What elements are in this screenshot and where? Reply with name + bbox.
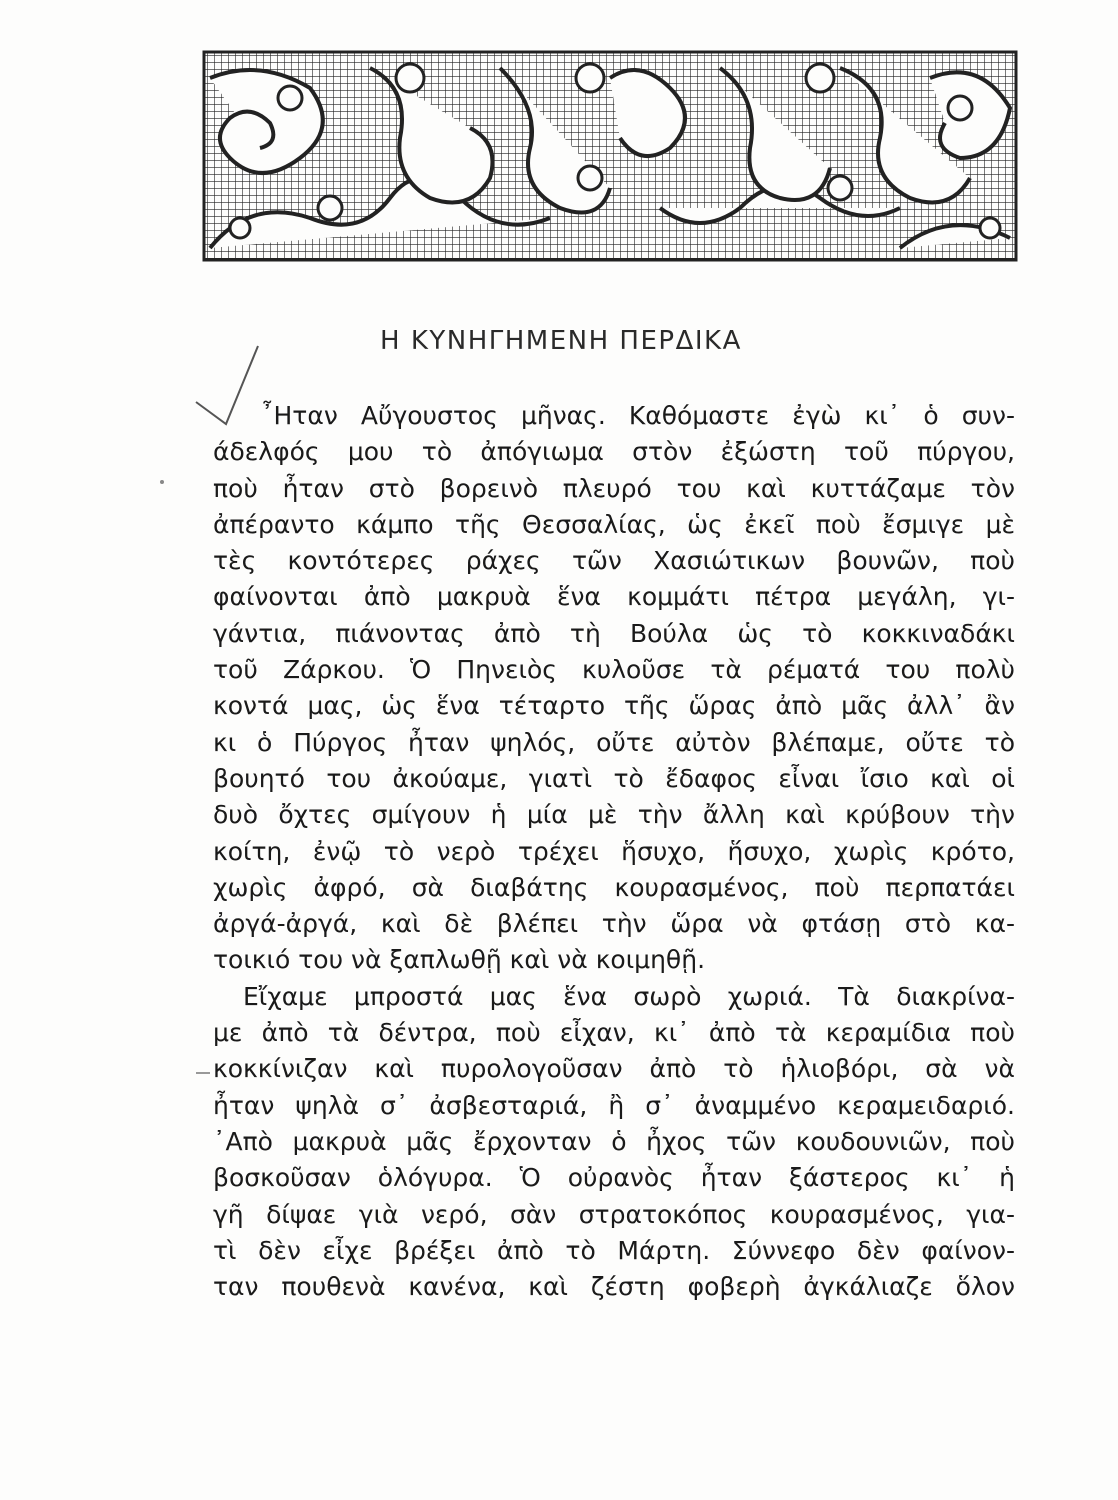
text-line: κοντά μας, ὡς ἕνα τέταρτο τῆς ὥρας ἀπὸ μᾶς ἀλλ᾿ ἂν (213, 691, 1015, 721)
text-line: βουητό του ἀκούαμε, γιατὶ τὸ ἔδαφος εἶναι ἴσιο καὶ οἱ (213, 763, 1015, 793)
chapter-title: Η ΚΥΝΗΓΗΜΕΝΗ ΠΕΡΔΙΚΑ (380, 326, 742, 356)
margin-speck (160, 480, 164, 484)
text-line: κι ὁ Πύργος ἦταν ψηλός, οὔτε αὐτὸν βλέπαμε, οὔτε τὸ (213, 727, 1015, 757)
body-text (213, 398, 1015, 1305)
text-line: γῆ δίψαε γιὰ νερό, σὰν στρατοκόπος κουρασμένος, για- (213, 1199, 1015, 1229)
text-line: τὲς κοντότερες ράχες τῶν Χασιώτικων βουνῶν, ποὺ (213, 546, 1015, 576)
margin-mark (196, 1072, 210, 1074)
text-line: άδελφός μου τὸ ἀπόγιωμα στὸν ἐξώστη τοῦ πύργου, (213, 437, 1015, 467)
text-line: ἀπέραντο κάμπο τῆς Θεσσαλίας, ὡς ἐκεῖ ποὺ ἔσμιγε μὲ (213, 509, 1015, 539)
text-line: τὶ δὲν εἶχε βρέξει ἀπὸ τὸ Μάρτη. Σύννεφο δὲν φαίνον- (213, 1235, 1015, 1265)
text-line: ταν πουθενὰ κανένα, καὶ ζέστη φοβερὴ ἀγκάλιαζε ὅλον (213, 1272, 1015, 1302)
text-line: ἦταν ψηλὰ σ᾿ ἀσβεσταριά, ἢ σ᾿ ἀναμμένο κεραμειδαριό. (213, 1090, 1015, 1120)
text-line: γάντια, πιάνοντας ἀπὸ τὴ Βούλα ὡς τὸ κοκκιναδάκι (213, 618, 1015, 648)
text-line: κοίτη, ἐνῷ τὸ νερὸ τρέχει ἥσυχο, ἥσυχο, χωρὶς κρότο, (213, 836, 1015, 866)
decorative-ornament-band (200, 48, 1020, 264)
text-line: Εἴχαμε μπροστά μας ἕνα σωρὸ χωριά. Τὰ διακρίνα- (243, 981, 1015, 1011)
text-line: τοικιό του νὰ ξαπλωθῇ καὶ νὰ κοιμηθῇ. (213, 945, 706, 975)
text-line: χωρὶς ἀφρό, σὰ διαβάτης κουρασμένος, ποὺ περπατάει (213, 872, 1015, 902)
text-line: ποὺ ἦταν στὸ βορεινὸ πλευρό του καὶ κυττάζαμε τὸν (213, 473, 1015, 503)
text-line: με ἀπὸ τὰ δέντρα, ποὺ εἶχαν, κι᾿ ἀπὸ τὰ κεραμίδια ποὺ (213, 1018, 1015, 1048)
text-line: φαίνονται ἀπὸ μακρυὰ ἕνα κομμάτι πέτρα μεγάλη, γι- (213, 582, 1015, 612)
text-line: τοῦ Ζάρκου. Ὁ Πηνειὸς κυλοῦσε τὰ ρέματά του πολὺ (213, 655, 1015, 685)
text-line: βοσκοῦσαν ὁλόγυρα. Ὁ οὐρανὸς ἦταν ξάστερος κι᾿ ἡ (213, 1163, 1015, 1193)
text-line: δυὸ ὄχτες σμίγουν ἡ μία μὲ τὴν ἄλλη καὶ κρύβουν τὴν (213, 800, 1015, 830)
text-line: ἀργά-ἀργά, καὶ δὲ βλέπει τὴν ὥρα νὰ φτάσῃ στὸ κα- (213, 909, 1015, 939)
text-line: ῏Ηταν Αὔγουστος μῆνας. Καθόμαστε ἐγὼ κι᾿ ὁ συν- (261, 401, 1015, 430)
text-line: κοκκίνιζαν καὶ πυρολογοῦσαν ἀπὸ τὸ ἡλιοβόρι, σὰ νὰ (213, 1054, 1015, 1084)
text-line: ᾿Απὸ μακρυὰ μᾶς ἔρχονταν ὁ ἦχος τῶν κουδουνιῶν, ποὺ (213, 1126, 1015, 1156)
